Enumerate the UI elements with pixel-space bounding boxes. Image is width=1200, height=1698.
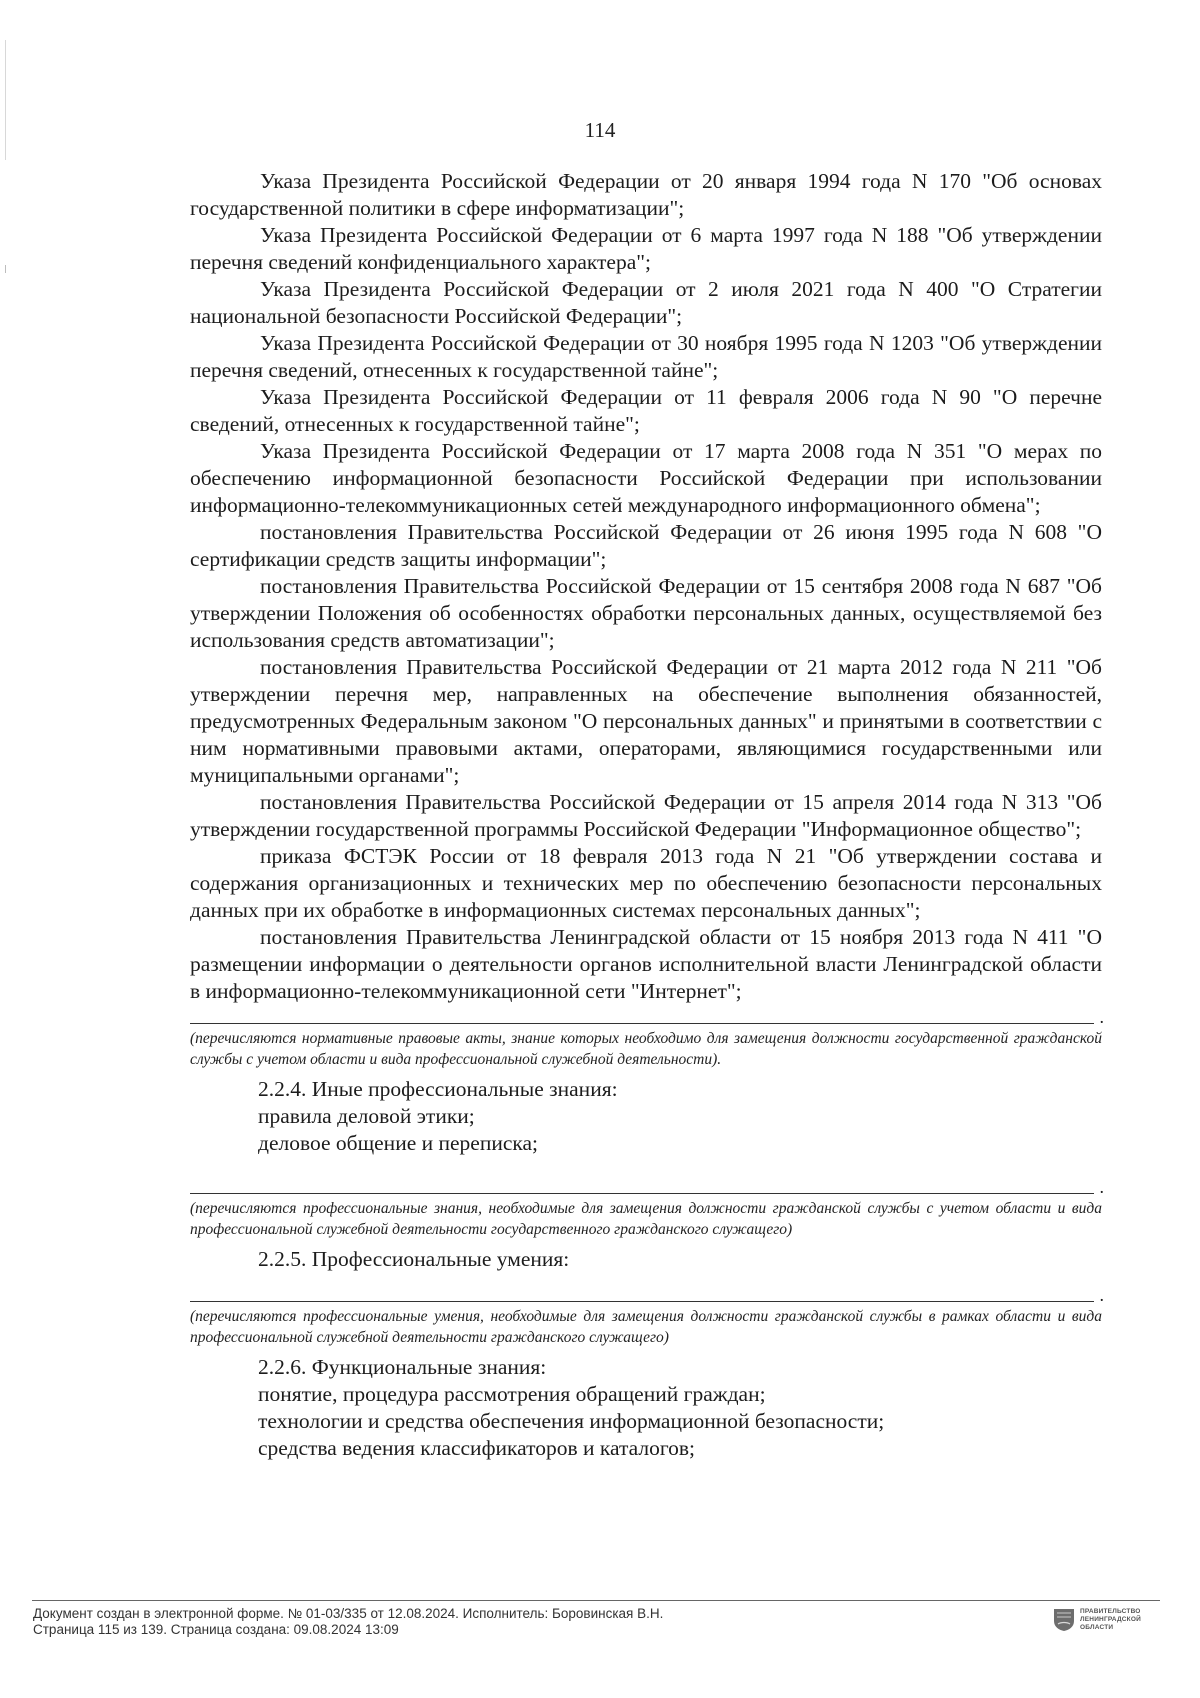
functional-knowledge-item: понятие, процедура рассмотрения обращений граждан; xyxy=(258,1382,766,1406)
document-body xyxy=(190,168,1102,1462)
functional-knowledge-item: технологии и средства обеспечения информационной безопасности; xyxy=(258,1409,885,1433)
legal-act-item: Указа Президента Российской Федерации от 11 февраля 2006 года N 90 "О перечне сведений, отнесенных к государственной тайне"; xyxy=(190,385,1102,436)
legal-act-item: постановления Правительства Российской Федерации от 15 апреля 2014 года N 313 "Об утверждении государственной программы Российской Федерации "Информационное общество"; xyxy=(190,790,1102,841)
legal-acts-note: (перечисляются нормативные правовые акты, знание которых необходимо для замещения должности государственной гражданской службы с учетом области и вида профессиональной служебной деятельности). xyxy=(190,1030,1102,1068)
section-heading-2-2-6: 2.2.6. Функциональные знания: xyxy=(258,1355,547,1379)
organization-name: ПРАВИТЕЛЬСТВО ЛЕНИНГРАДСКОЙ ОБЛАСТИ xyxy=(1080,1608,1141,1631)
legal-act-item: Указа Президента Российской Федерации от 30 ноября 1995 года N 1203 "Об утверждении перечня сведений, отнесенных к государственной тайне"; xyxy=(190,331,1102,382)
document-footer xyxy=(0,1600,1200,1660)
legal-act-item: постановления Правительства Российской Федерации от 21 марта 2012 года N 211 "Об утверждении перечня мер, направленных на обеспечение выполнения обязанностей, предусмотренных Федеральным законом "О персональных данных" и принятыми в соответствии с ним нормативными правовыми актами, операторами, являющимися государственными или муниципальными органами"; xyxy=(190,655,1102,787)
legal-act-item: постановления Правительства Российской Федерации от 15 сентября 2008 года N 687 "Об утверждении Положения об особенностях обработки персональных данных, осуществляемой без использования средств автоматизации"; xyxy=(190,574,1102,652)
footer-divider xyxy=(32,1600,1160,1601)
scan-edge-mark xyxy=(5,265,6,273)
footer-document-info: Документ создан в электронной форме. № 01-03/335 от 12.08.2024. Исполнитель: Боровинская В.Н. xyxy=(33,1606,664,1621)
section-heading-2-2-4: 2.2.4. Иные профессиональные знания: xyxy=(258,1077,618,1101)
page-number: 114 xyxy=(584,118,616,142)
fill-in-line xyxy=(190,1007,1094,1024)
professional-knowledge-note: (перечисляются профессиональные знания, необходимые для замещения должности гражданской службы с учетом области и вида профессиональной служебной деятельности государственного гражданского служащего) xyxy=(190,1200,1102,1238)
footer-page-info: Страница 115 из 139. Страница создана: 09.08.2024 13:09 xyxy=(33,1622,399,1637)
legal-act-item: приказа ФСТЭК России от 18 февраля 2013 года N 21 "Об утверждении состава и содержания организационных и технических мер по обеспечению безопасности персональных данных при их обработке в информационных системах персональных данных"; xyxy=(190,844,1102,922)
legal-act-item: Указа Президента Российской Федерации от 20 января 1994 года N 170 "Об основах государственной политики в сфере информатизации"; xyxy=(190,169,1102,220)
fill-in-line xyxy=(190,1285,1094,1302)
footer-info xyxy=(33,1606,663,1638)
legal-act-item: постановления Правительства Ленинградской области от 15 ноября 2013 года N 411 "О размещении информации о деятельности органов исполнительной власти Ленинградской области в информационно-телекоммуникационной сети "Интернет"; xyxy=(190,925,1102,1003)
legal-act-item: Указа Президента Российской Федерации от 6 марта 1997 года N 188 "Об утверждении перечня сведений конфиденциального характера"; xyxy=(190,223,1102,274)
functional-knowledge-item: средства ведения классификаторов и каталогов; xyxy=(258,1436,696,1460)
section-heading-2-2-5: 2.2.5. Профессиональные умения: xyxy=(258,1247,570,1271)
professional-skills-note: (перечисляются профессиональные умения, необходимые для замещения должности гражданской службы в рамках области и вида профессиональной служебной деятельности гражданского служащего) xyxy=(190,1308,1102,1346)
knowledge-item: деловое общение и переписка; xyxy=(258,1131,539,1155)
legal-act-item: Указа Президента Российской Федерации от 2 июля 2021 года N 400 "О Стратегии национальной безопасности Российской Федерации"; xyxy=(190,277,1102,328)
knowledge-item: правила деловой этики; xyxy=(258,1104,475,1128)
legal-act-item: постановления Правительства Российской Федерации от 26 июня 1995 года N 608 "О сертификации средств защиты информации"; xyxy=(190,520,1102,571)
legal-act-item: Указа Президента Российской Федерации от 17 марта 2008 года N 351 "О мерах по обеспечению информационной безопасности Российской Федерации при использовании информационно-телекоммуникационных сетей международного информационного обмена"; xyxy=(190,439,1102,517)
leningrad-oblast-coat-of-arms-icon xyxy=(1053,1608,1075,1632)
fill-in-line xyxy=(190,1177,1094,1194)
